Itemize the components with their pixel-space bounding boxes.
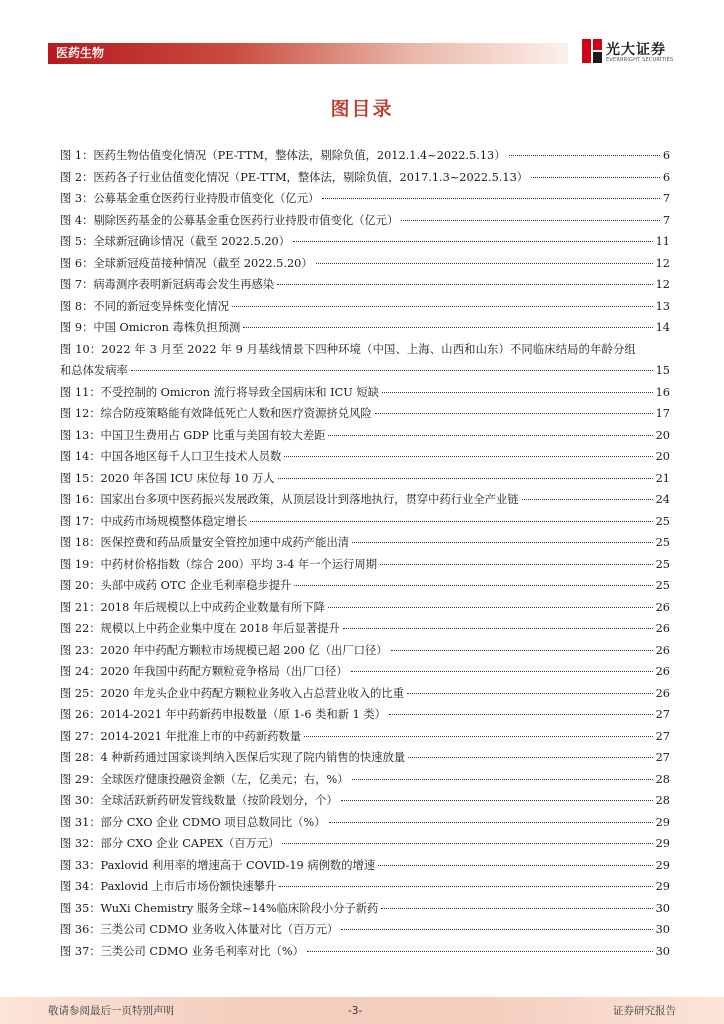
toc-entry-title: 图 26：2014-2021 年中药新药申报数量（原 1-6 类和新 1 类） [60, 708, 386, 721]
toc-entry-title: 图 5：全球新冠确诊情况（截至 2022.5.20） [60, 235, 291, 248]
footer-page-number: -3- [348, 1005, 363, 1017]
toc-leader-dots [341, 929, 652, 930]
toc-leader-dots [131, 370, 653, 371]
toc-entry-title: 图 14：中国各地区每千人口卫生技术人员数 [60, 450, 282, 463]
toc-entry[interactable] [60, 941, 670, 963]
toc-entry[interactable] [60, 790, 670, 812]
toc-entry[interactable] [60, 468, 670, 490]
toc-page-number: 26 [655, 643, 670, 657]
toc-entry-title: 图 33：Paxlovid 利用率的增速高于 COVID-19 病例数的增速 [60, 858, 376, 872]
toc-entry-title: 图 23：2020 年中药配方颗粒市场规模已超 200 亿（出厂口径） [60, 643, 388, 657]
toc-entry-title: 图 32：部分 CXO 企业 CAPEX（百万元） [60, 837, 280, 850]
toc-entry-title: 图 12：综合防疫策略能有效降低死亡人数和医疗资源挤兑风险 [60, 407, 372, 420]
toc-entry-title-cont: 和总体发病率 [60, 364, 128, 377]
toc-page-number: 6 [662, 149, 670, 162]
toc-entry[interactable] [60, 704, 670, 726]
toc-entry-title: 图 37：三类公司 CDMO 业务毛利率对比（%） [60, 944, 304, 958]
toc-leader-dots [343, 628, 653, 629]
toc-page-number: 28 [655, 772, 670, 786]
toc-leader-dots [352, 779, 653, 780]
toc-entry-title: 图 7：病毒测序表明新冠病毒会发生再感染 [60, 278, 275, 291]
toc-page-number: 25 [655, 579, 670, 592]
toc-page-number: 26 [655, 622, 670, 635]
toc-entry[interactable] [60, 597, 670, 619]
toc-entry[interactable] [60, 274, 670, 296]
toc-entry-title: 图 4：剔除医药基金的公募基金重仓医药行业持股市值变化（亿元） [60, 213, 399, 227]
toc-leader-dots [277, 284, 653, 285]
toc-page-number: 12 [655, 256, 670, 270]
toc-leader-dots [522, 499, 653, 500]
toc-entry[interactable] [60, 554, 670, 576]
toc-page-number: 7 [662, 192, 670, 205]
toc-leader-dots [243, 327, 652, 328]
toc-entry-continuation [60, 360, 670, 382]
toc-entry[interactable] [60, 489, 670, 511]
toc-entry[interactable] [60, 876, 670, 898]
toc-page-number: 6 [662, 170, 670, 184]
figure-list [60, 145, 670, 962]
toc-entry[interactable] [60, 403, 670, 425]
brand-logo [582, 38, 694, 66]
toc-entry-title: 图 21：2018 年后规模以上中成药企业数量有所下降 [60, 600, 325, 614]
toc-entry-title: 图 19：中药材价格指数（综合 200）平均 3-4 年一个运行周期 [60, 557, 378, 571]
toc-entry[interactable] [60, 661, 670, 683]
toc-entry[interactable] [60, 188, 670, 210]
toc-entry-title: 图 25：2020 年龙头企业中药配方颗粒业务收入占总营业收入的比重 [60, 686, 405, 700]
toc-entry-title: 图 9：中国 Omicron 毒株负担预测 [60, 321, 241, 334]
toc-leader-dots [391, 650, 653, 651]
header-band [48, 43, 568, 64]
toc-entry-title: 图 29：全球医疗健康投融资金额（左，亿美元；右，%） [60, 772, 349, 786]
toc-entry[interactable] [60, 145, 670, 167]
toc-page-number: 12 [655, 278, 670, 291]
toc-entry-title: 图 1：医药生物估值变化情况（PE-TTM，整体法，剔除负值，2012.1.4~2022.5.13） [60, 149, 506, 162]
toc-entry-title: 图 17：中成药市场规模整体稳定增长 [60, 514, 248, 528]
section-label: 医药生物 [56, 46, 105, 60]
toc-entry[interactable] [60, 769, 670, 791]
toc-entry[interactable] [60, 511, 670, 533]
toc-leader-dots [304, 736, 653, 737]
toc-leader-dots [328, 435, 652, 436]
toc-leader-dots [329, 822, 653, 823]
toc-leader-dots [328, 607, 653, 608]
toc-entry[interactable] [60, 812, 670, 834]
toc-entry-title: 图 34：Paxlovid 上市后市场份额快速攀升 [60, 880, 277, 893]
toc-page-number: 25 [655, 514, 670, 528]
toc-entry-title: 图 35：WuXi Chemistry 服务全球~14%临床阶段小分子新药 [60, 901, 379, 915]
toc-page-number: 27 [655, 708, 670, 721]
toc-entry-title: 图 24：2020 年我国中药配方颗粒竞争格局（出厂口径） [60, 665, 348, 678]
toc-leader-dots [351, 671, 653, 672]
toc-entry[interactable] [60, 446, 670, 468]
brand-name: 光大证券 [606, 42, 666, 58]
toc-leader-dots [378, 865, 653, 866]
toc-page-number: 14 [655, 321, 670, 334]
toc-entry[interactable] [60, 726, 670, 748]
toc-leader-dots [352, 542, 653, 543]
toc-leader-dots [232, 306, 653, 307]
toc-page-number: 25 [655, 536, 670, 549]
toc-page-number: 28 [655, 794, 670, 807]
toc-leader-dots [407, 693, 653, 694]
toc-entry-title: 图 16：国家出台多项中医药振兴发展政策，从顶层设计到落地执行，贯穿中药行业全产业链 [60, 493, 519, 506]
toc-leader-dots [509, 155, 660, 156]
toc-leader-dots [401, 220, 659, 221]
toc-entry[interactable] [60, 640, 670, 662]
toc-entry-title: 图 15：2020 年各国 ICU 床位每 10 万人 [60, 471, 275, 485]
toc-entry[interactable] [60, 231, 670, 253]
toc-entry-title: 图 30：全球活跃新药研发管线数量（按阶段划分，个） [60, 794, 338, 807]
toc-entry[interactable] [60, 898, 670, 920]
toc-entry[interactable] [60, 575, 670, 597]
toc-page-number: 20 [655, 450, 670, 463]
toc-entry-title: 图 28：4 种新药通过国家谈判纳入医保后实现了院内销售的快速放量 [60, 751, 406, 764]
toc-leader-dots [375, 413, 653, 414]
toc-entry[interactable] [60, 339, 670, 382]
toc-entry[interactable] [60, 747, 670, 769]
toc-entry-title: 图 8：不同的新冠变异株变化情况 [60, 299, 229, 313]
toc-leader-dots [294, 585, 652, 586]
toc-page-number: 15 [655, 364, 670, 377]
toc-entry[interactable] [60, 296, 670, 318]
toc-leader-dots [389, 714, 653, 715]
toc-entry-title: 图 6：全球新冠疫苗接种情况（截至 2022.5.20） [60, 256, 313, 270]
toc-entry-title: 图 20：头部中成药 OTC 企业毛利率稳步提升 [60, 579, 292, 592]
toc-page-number: 27 [655, 751, 670, 764]
toc-page-number: 27 [655, 729, 670, 743]
toc-entry[interactable] [60, 317, 670, 339]
toc-page-number: 24 [655, 493, 670, 506]
toc-page-number: 30 [655, 901, 670, 915]
toc-page-number: 11 [655, 235, 670, 248]
toc-entry-title: 图 13：中国卫生费用占 GDP 比重与美国有较大差距 [60, 428, 326, 442]
toc-entry-title: 图 31：部分 CXO 企业 CDMO 项目总数同比（%） [60, 815, 326, 829]
toc-leader-dots [341, 800, 653, 801]
toc-leader-dots [278, 478, 653, 479]
toc-page-number: 26 [655, 665, 670, 678]
footer-report-type: 证券研究报告 [613, 1005, 676, 1017]
toc-leader-dots [380, 564, 653, 565]
toc-leader-dots [322, 198, 660, 199]
toc-entry[interactable] [60, 618, 670, 640]
toc-entry-title: 图 22：规模以上中药企业集中度在 2018 年后显著提升 [60, 622, 340, 635]
toc-page-number: 25 [655, 557, 670, 571]
toc-page-number: 17 [655, 407, 670, 420]
toc-leader-dots [381, 908, 652, 909]
toc-entry[interactable] [60, 833, 670, 855]
toc-page-number: 16 [655, 385, 670, 399]
toc-leader-dots [293, 241, 653, 242]
toc-leader-dots [284, 456, 652, 457]
toc-page-number: 7 [662, 213, 670, 227]
footer-disclaimer[interactable]: 敬请参阅最后一页特别声明 [48, 1005, 174, 1017]
toc-entry[interactable] [60, 167, 670, 189]
toc-page-number: 30 [655, 944, 670, 958]
brand-name-en: EVERBRIGHT SECURITIES [606, 57, 674, 63]
toc-entry[interactable] [60, 253, 670, 275]
toc-entry-title: 图 2：医药各子行业估值变化情况（PE-TTM，整体法，剔除负值，2017.1.3~2022.5.13） [60, 170, 529, 184]
toc-leader-dots [250, 521, 652, 522]
toc-leader-dots [307, 951, 653, 952]
toc-entry[interactable] [60, 683, 670, 705]
toc-page-number: 29 [655, 858, 670, 872]
toc-leader-dots [316, 263, 653, 264]
toc-entry-title: 图 10：2022 年 3 月至 2022 年 9 月基线情景下四种环境（中国、上海、山西和山东）不同临床结局的年龄分组 [60, 342, 636, 356]
toc-entry-title: 图 36：三类公司 CDMO 业务收入体量对比（百万元） [60, 923, 339, 936]
everbright-logo-icon [582, 39, 602, 63]
toc-entry-title: 图 18：医保控费和药品质量安全管控加速中成药产能出清 [60, 536, 350, 549]
toc-page-number: 20 [655, 428, 670, 442]
page-title: 图目录 [330, 98, 394, 120]
toc-entry[interactable] [60, 532, 670, 554]
toc-page-number: 21 [655, 471, 670, 485]
toc-leader-dots [531, 177, 660, 178]
toc-page-number: 30 [655, 923, 670, 936]
toc-page-number: 26 [655, 686, 670, 700]
toc-entry-title: 图 3：公募基金重仓医药行业持股市值变化（亿元） [60, 192, 320, 205]
toc-leader-dots [279, 886, 652, 887]
toc-leader-dots [282, 843, 652, 844]
toc-entry[interactable] [60, 382, 670, 404]
toc-page-number: 29 [655, 837, 670, 850]
toc-entry[interactable] [60, 210, 670, 232]
toc-entry-title: 图 27：2014-2021 年批准上市的中药新药数量 [60, 729, 302, 743]
toc-entry[interactable] [60, 425, 670, 447]
toc-leader-dots [382, 392, 653, 393]
toc-page-number: 29 [655, 815, 670, 829]
toc-entry[interactable] [60, 855, 670, 877]
toc-page-number: 29 [655, 880, 670, 893]
toc-entry-title: 图 11：不受控制的 Omicron 流行将导致全国病床和 ICU 短缺 [60, 385, 379, 399]
toc-page-number: 13 [655, 299, 670, 313]
toc-page-number: 26 [655, 600, 670, 614]
toc-leader-dots [408, 757, 653, 758]
toc-entry[interactable] [60, 919, 670, 941]
